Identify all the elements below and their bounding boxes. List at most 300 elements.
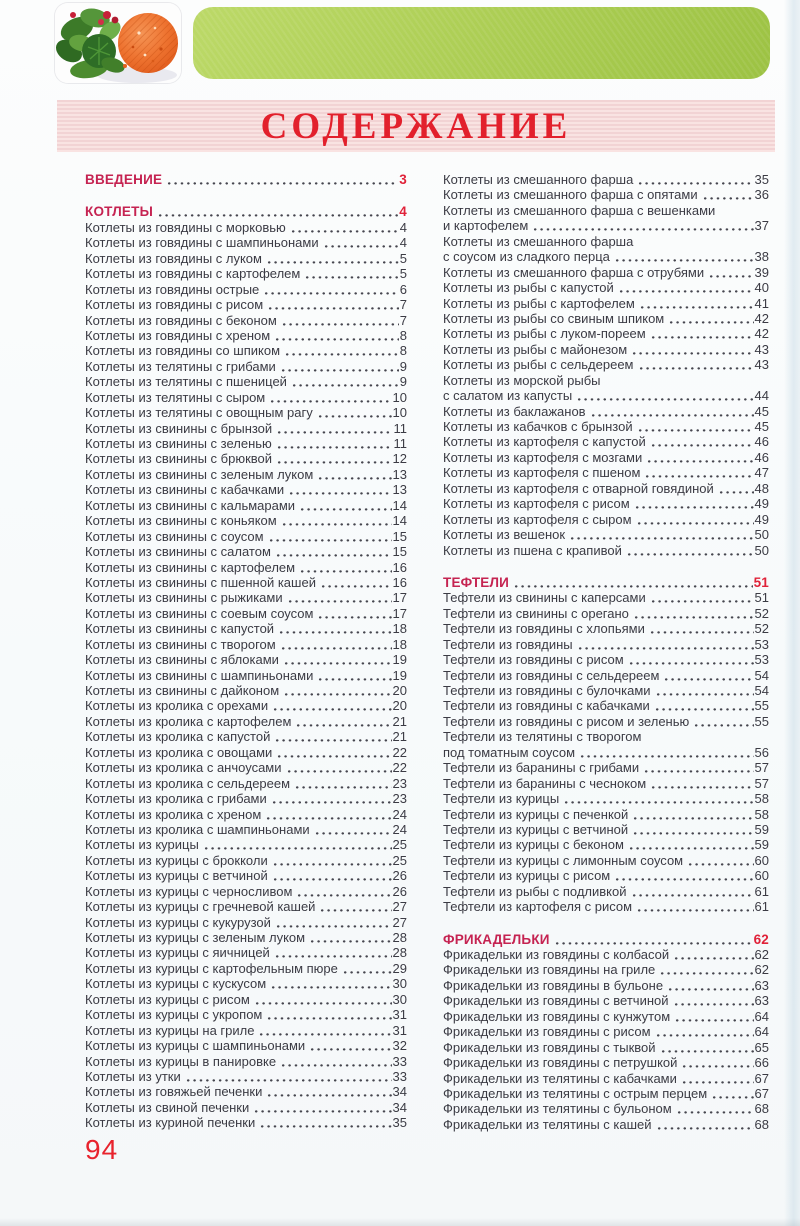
toc-entry — [85, 513, 407, 528]
toc-entry — [85, 405, 407, 420]
toc-entry-label: Фрикадельки из говядины с колбасой — [443, 947, 670, 962]
toc-entry-page: 7 — [399, 297, 407, 313]
toc-entry — [85, 1023, 407, 1038]
dot-leader — [287, 482, 391, 497]
toc-entry — [85, 683, 407, 698]
toc-entry-page: 46 — [754, 434, 769, 450]
toc-entry — [443, 450, 769, 465]
toc-entry — [85, 668, 407, 683]
toc-entry-label: Котлеты из морской рыбы — [443, 372, 601, 388]
dot-leader — [638, 296, 754, 311]
toc-entry — [443, 1101, 769, 1116]
dot-leader — [316, 668, 391, 683]
toc-entry — [85, 498, 407, 513]
toc-entry-page: 10 — [392, 389, 407, 405]
toc-entry-label: Тефтели из говядины — [443, 636, 573, 652]
toc-entry — [85, 282, 407, 297]
toc-entry-page: 62 — [753, 931, 769, 947]
toc-entry-label: Котлеты из говядины с луком — [85, 250, 262, 266]
toc-entry — [85, 374, 407, 389]
toc-entry — [443, 203, 769, 218]
toc-entry-page: 41 — [754, 295, 769, 311]
toc-entry-label: Фрикадельки из говядины в бульоне — [443, 977, 664, 993]
toc-entry-label: Котлеты из свинины с шампиньонами — [85, 667, 314, 683]
toc-entry — [85, 467, 407, 482]
dot-leader — [553, 932, 753, 947]
toc-entry — [85, 837, 407, 852]
toc-entry-label: Котлеты из смешанного фарша — [443, 172, 634, 187]
dot-leader — [275, 421, 392, 436]
toc-entry — [85, 976, 407, 991]
toc-entry-page: 23 — [392, 775, 407, 791]
toc-entry-page: 31 — [392, 1007, 407, 1023]
toc-entry — [85, 297, 407, 312]
dot-leader — [298, 560, 391, 575]
toc-entry — [443, 1071, 769, 1086]
toc-entry-page: 56 — [754, 744, 769, 760]
toc-entry-label: Тефтели из говядины с рисом и зеленью — [443, 713, 690, 729]
toc-entry — [85, 714, 407, 729]
toc-entry — [85, 220, 407, 235]
dot-leader — [632, 606, 754, 621]
toc-entry-page: 37 — [754, 218, 769, 234]
toc-entry-page: 10 — [392, 405, 407, 421]
toc-entry — [85, 1054, 407, 1069]
toc-entry-page: 54 — [754, 683, 769, 698]
toc-entry — [443, 698, 769, 713]
toc-entry-page: 23 — [392, 791, 407, 807]
toc-entry-page: 61 — [754, 899, 769, 915]
toc-entry — [85, 884, 407, 899]
toc-entry — [85, 313, 407, 328]
toc-entry-label: Котлеты из картофеля с мозгами — [443, 449, 643, 465]
toc-entry-page: 44 — [754, 388, 769, 404]
toc-entry — [85, 266, 407, 281]
toc-entry-label: Котлеты из рыбы с сельдереем — [443, 357, 634, 373]
dot-leader — [286, 590, 392, 605]
toc-entry — [443, 853, 769, 868]
toc-entry-page: 35 — [392, 1115, 407, 1131]
toc-entry — [443, 234, 769, 249]
toc-entry-label: Тефтели из картофеля с рисом — [443, 899, 633, 915]
toc-entry-page: 28 — [392, 945, 407, 961]
toc-entry-page: 34 — [392, 1084, 407, 1100]
toc-entry — [85, 1038, 407, 1053]
dot-leader — [271, 853, 392, 868]
dot-leader — [701, 187, 754, 202]
dot-leader — [637, 357, 754, 372]
toc-entry-label: Тефтели из курицы с рисом — [443, 868, 611, 884]
dot-leader — [252, 1100, 391, 1115]
toc-entry — [85, 868, 407, 883]
toc-entry — [443, 1024, 769, 1039]
dot-leader — [268, 390, 391, 405]
scan-edge-bottom — [0, 1218, 800, 1226]
toc-entry-page: 26 — [392, 883, 407, 899]
toc-entry-page: 68 — [754, 1116, 769, 1132]
toc-entry-label: Фрикадельки из говядины с петрушкой — [443, 1055, 678, 1071]
toc-entry — [443, 807, 769, 822]
toc-entry — [443, 280, 769, 295]
toc-entry-page: 58 — [754, 806, 769, 822]
toc-entry-label: Котлеты из курицы — [85, 837, 199, 853]
toc-entry-page: 58 — [754, 791, 769, 807]
toc-entry-page: 11 — [393, 420, 407, 436]
toc-entry — [85, 359, 407, 374]
toc-entry-label: Тефтели из говядины с сельдереем — [443, 667, 660, 683]
toc-entry-page: 60 — [754, 868, 769, 884]
toc-entry-page: 31 — [392, 1022, 407, 1038]
toc-entry — [443, 512, 769, 527]
toc-entry-page: 27 — [392, 914, 407, 930]
toc-entry-label: Котлеты из курицы в панировке — [85, 1053, 277, 1069]
dot-leader — [649, 590, 754, 605]
toc-entry-label: Котлеты из свинины с рыжиками — [85, 590, 283, 606]
toc-entry-page: 66 — [754, 1055, 769, 1071]
toc-entry-label: Котлеты из кролика с анчоусами — [85, 760, 282, 776]
toc-entry — [443, 172, 769, 187]
toc-entry-label: Котлеты из кролика с хреном — [85, 806, 262, 822]
toc-entry-label: Котлеты из говядины с шампиньонами — [85, 235, 319, 251]
toc-entry-label: Котлеты из кролика с овощами — [85, 744, 273, 760]
toc-entry — [85, 1084, 407, 1099]
toc-entry-page: 12 — [392, 451, 407, 467]
toc-entry — [443, 668, 769, 683]
dot-leader — [633, 496, 754, 511]
dot-leader — [686, 853, 753, 868]
dot-leader — [667, 311, 753, 326]
dot-leader — [156, 204, 398, 219]
dot-leader — [648, 621, 754, 636]
toc-entry — [443, 265, 769, 280]
dot-leader — [289, 220, 399, 235]
toc-entry-page: 5 — [399, 266, 407, 282]
toc-entry — [443, 606, 769, 621]
toc-entry-page: 20 — [392, 683, 407, 698]
toc-entry-label: Котлеты из свинины с кальмарами — [85, 497, 296, 513]
dot-leader — [308, 1038, 391, 1053]
toc-entry-label: Тефтели из баранины с чесноком — [443, 775, 647, 791]
dot-leader — [265, 251, 399, 266]
toc-entry — [443, 868, 769, 883]
toc-entry-label: Тефтели из говядины с булочками — [443, 683, 651, 698]
dot-leader — [655, 1117, 754, 1132]
toc-entry-page: 6 — [399, 281, 407, 297]
toc-entry-label: Котлеты из кролика с капустой — [85, 729, 271, 745]
toc-entry — [443, 745, 769, 760]
toc-entry-label: Котлеты из курицы с гречневой кашей — [85, 899, 316, 915]
toc-entry-label: с салатом из капусты — [443, 388, 573, 404]
toc-entry-page: 9 — [399, 358, 407, 374]
toc-entry-page: 19 — [392, 652, 407, 668]
toc-entry-page: 21 — [392, 713, 407, 729]
dot-leader — [627, 652, 754, 667]
toc-entry — [85, 343, 407, 358]
toc-entry-page: 24 — [392, 821, 407, 837]
toc-entry — [443, 342, 769, 357]
toc-entry-page: 64 — [754, 1008, 769, 1024]
dot-leader — [271, 868, 392, 883]
toc-entry — [85, 560, 407, 575]
dot-leader — [202, 837, 392, 852]
dot-leader — [279, 637, 392, 652]
toc-entry-label: Котлеты из картофеля с рисом — [443, 496, 630, 512]
toc-entry-page: 15 — [392, 544, 407, 560]
dot-leader — [319, 575, 392, 590]
toc-entry-label: Котлеты из смешанного фарша с опятами — [443, 187, 698, 203]
toc-entry-label: Котлеты из свинины с коньяком — [85, 513, 277, 529]
toc-entry-page: 17 — [392, 590, 407, 606]
dot-leader — [589, 404, 754, 419]
toc-entry-label: Тефтели из телятины с творогом — [443, 729, 642, 745]
toc-entry-label: Котлеты из курицы с ветчиной — [85, 868, 268, 884]
toc-entry — [85, 807, 407, 822]
dot-leader — [562, 791, 753, 806]
toc-entry-page: 34 — [392, 1099, 407, 1115]
dot-leader — [654, 1024, 754, 1039]
dot-leader — [295, 884, 391, 899]
toc-entry-label: Котлеты из курицы с кускусом — [85, 976, 267, 992]
toc-entry — [85, 621, 407, 636]
toc-entry — [443, 1055, 769, 1070]
toc-entry — [443, 296, 769, 311]
toc-entry — [443, 434, 769, 449]
dot-leader — [658, 962, 753, 977]
dot-leader — [645, 450, 753, 465]
toc-entry-label: Фрикадельки из телятины с бульоном — [443, 1101, 672, 1117]
dot-leader — [649, 776, 753, 791]
toc-entry-page: 40 — [754, 280, 769, 296]
toc-entry — [443, 388, 769, 403]
toc-entry-page: 14 — [392, 513, 407, 529]
toc-column-left — [85, 172, 407, 1131]
dot-leader — [275, 745, 391, 760]
dot-leader — [313, 822, 392, 837]
toc-entry-label: Котлеты из кролика с грибами — [85, 791, 267, 807]
toc-entry-page: 67 — [754, 1070, 769, 1086]
toc-entry-label: и картофелем — [443, 218, 529, 234]
toc-entry-page: 22 — [392, 744, 407, 760]
toc-entry — [85, 451, 407, 466]
toc-section-header — [443, 932, 769, 947]
toc-entry-label: Фрикадельки из телятины с кабачками — [443, 1070, 677, 1086]
dot-leader — [653, 698, 754, 713]
toc-entry-page: 17 — [392, 605, 407, 621]
scan-edge-right — [784, 0, 800, 1226]
dot-leader — [672, 947, 753, 962]
toc-entry-label: Котлеты из кабачков с брынзой — [443, 419, 633, 434]
toc-entry — [85, 328, 407, 343]
toc-entry-page: 42 — [754, 326, 769, 342]
toc-entry — [443, 822, 769, 837]
dot-leader — [672, 993, 754, 1008]
toc-entry-label: Тефтели из баранины с грибами — [443, 760, 640, 776]
toc-entry — [85, 482, 407, 497]
dot-leader — [662, 668, 753, 683]
toc-entry-label: Фрикадельки из говядины на гриле — [443, 962, 656, 978]
toc-entry-label: Котлеты из картофеля с пшеном — [443, 465, 641, 481]
dot-leader — [322, 235, 399, 250]
toc-entry-page: 61 — [754, 883, 769, 899]
toc-entry — [443, 652, 769, 667]
toc-entry-page: 32 — [392, 1038, 407, 1054]
dot-leader — [258, 1115, 391, 1130]
toc-entry-page: 3 — [399, 172, 407, 187]
toc-entry-page: 63 — [754, 993, 769, 1009]
toc-entry-label: Тефтели из курицы с ветчиной — [443, 821, 629, 837]
toc-entry-label: Котлеты из свинины с капустой — [85, 621, 275, 637]
toc-entry-label: Котлеты из телятины с сыром — [85, 389, 266, 405]
toc-entry-page: 4 — [399, 219, 407, 235]
food-photo — [55, 3, 181, 83]
toc-entry-label: Фрикадельки из говядины с кунжутом — [443, 1008, 671, 1024]
toc-entry-page: 36 — [754, 187, 769, 203]
dot-leader — [636, 419, 754, 434]
toc-entry — [443, 1009, 769, 1024]
toc-entry-page: 27 — [392, 899, 407, 915]
toc-entry — [443, 962, 769, 977]
toc-entry-label: Тефтели из говядины с рисом — [443, 652, 624, 668]
toc-entry — [443, 837, 769, 852]
toc-entry-page: 45 — [754, 419, 769, 434]
toc-entry-page: 46 — [754, 449, 769, 465]
toc-entry — [443, 311, 769, 326]
toc-entry — [443, 404, 769, 419]
toc-entry — [85, 421, 407, 436]
toc-entry-label: с соусом из сладкого перца — [443, 249, 610, 265]
toc-entry-label: Котлеты из свинины с соусом — [85, 528, 264, 544]
toc-entry — [443, 978, 769, 993]
dot-leader — [165, 172, 398, 187]
dot-leader — [630, 884, 754, 899]
toc-entry-page: 49 — [754, 511, 769, 527]
toc-entry-label: Котлеты из свинины с соевым соусом — [85, 605, 314, 621]
toc-entry — [85, 590, 407, 605]
dot-leader — [316, 405, 392, 420]
toc-entry — [443, 1117, 769, 1132]
toc-entry — [443, 776, 769, 791]
toc-entry — [443, 1040, 769, 1055]
toc-entry-label: Котлеты из говядины с картофелем — [85, 266, 301, 282]
toc-entry-label: Котлеты из курицы с картофельным пюре — [85, 960, 338, 976]
toc-entry-page: 42 — [754, 310, 769, 326]
dot-leader — [568, 527, 753, 542]
toc-entry — [85, 1007, 407, 1022]
dot-leader — [273, 945, 392, 960]
toc-entry — [85, 1100, 407, 1115]
toc-entry — [85, 899, 407, 914]
toc-entry — [443, 1086, 769, 1101]
toc-entry-label: Котлеты из утки — [85, 1068, 181, 1084]
toc-entry — [443, 373, 769, 388]
toc-entry-label: Тефтели из курицы с лимонным соусом — [443, 852, 684, 868]
toc-entry-label: Тефтели из курицы — [443, 791, 560, 807]
toc-section-header — [443, 575, 769, 590]
toc-entry-page: 54 — [754, 667, 769, 683]
toc-entry-label: Котлеты из вешенок — [443, 527, 566, 543]
toc-entry-label: Котлеты из телятины с грибами — [85, 358, 276, 374]
toc-section-header — [85, 172, 407, 187]
toc-entry-page: 45 — [754, 403, 769, 419]
toc-entry-label: Котлеты из свинины с брюквой — [85, 451, 273, 467]
dot-leader — [613, 868, 753, 883]
toc-entry — [443, 543, 769, 558]
dot-leader — [266, 297, 399, 312]
dot-leader — [631, 807, 753, 822]
toc-entry-page: 22 — [392, 760, 407, 776]
toc-entry — [443, 947, 769, 962]
toc-entry-page: 64 — [754, 1024, 769, 1040]
toc-entry — [443, 481, 769, 496]
toc-entry-page: 4 — [399, 235, 407, 251]
toc-entry — [443, 249, 769, 264]
dot-leader — [680, 1055, 753, 1070]
toc-entry — [85, 698, 407, 713]
cutlet-salad-illustration — [55, 3, 181, 83]
toc-entry-page: 35 — [754, 172, 769, 187]
toc-entry-page: 33 — [392, 1068, 407, 1084]
toc-entry — [85, 529, 407, 544]
toc-entry-page: 28 — [392, 930, 407, 945]
toc-entry-page: 29 — [392, 960, 407, 976]
toc-entry-page: 25 — [392, 837, 407, 853]
toc-entry-page: 26 — [392, 868, 407, 884]
toc-entry-label: Котлеты из рыбы с майонезом — [443, 341, 628, 357]
toc-entry-page: 30 — [392, 976, 407, 992]
toc-entry-page: 48 — [754, 480, 769, 496]
toc-entry — [443, 791, 769, 806]
toc-entry — [443, 527, 769, 542]
toc-entry-page: 8 — [399, 343, 407, 359]
toc-entry-label: Котлеты из рыбы с луком-пореем — [443, 326, 646, 342]
toc-entry-label: Тефтели из курицы с печенкой — [443, 806, 629, 822]
toc-entry-page: 62 — [754, 962, 769, 978]
toc-entry-label: Котлеты из курицы на гриле — [85, 1022, 255, 1038]
dot-leader — [265, 1084, 391, 1099]
toc-entry-label: Фрикадельки из говядины с тыквой — [443, 1039, 656, 1055]
toc-entry — [85, 652, 407, 667]
toc-entry — [85, 544, 407, 559]
toc-entry-label: Котлеты из кролика с сельдереем — [85, 775, 291, 791]
dot-leader — [275, 451, 391, 466]
dot-leader — [280, 313, 399, 328]
dot-leader — [341, 961, 392, 976]
dot-leader — [673, 1009, 753, 1024]
toc-entry-label: Тефтели из свинины с каперсами — [443, 590, 646, 606]
toc-entry-label: Котлеты из свинины с зеленым луком — [85, 466, 314, 482]
toc-entry-label: Котлеты из картофеля с капустой — [443, 434, 646, 450]
toc-entry — [85, 961, 407, 976]
toc-entry — [85, 915, 407, 930]
dot-leader — [308, 930, 391, 945]
green-banner — [193, 7, 770, 79]
dot-leader — [642, 760, 753, 775]
toc-entry-label: Котлеты из картофеля с сыром — [443, 511, 632, 527]
toc-entry-label: Тефтели из говядины с кабачками — [443, 698, 650, 714]
toc-entry-label: Котлеты из рыбы с капустой — [443, 280, 614, 296]
toc-entry-label: Фрикадельки из говядины с ветчиной — [443, 993, 669, 1009]
dot-leader — [303, 266, 398, 281]
page-number: 94 — [85, 1134, 119, 1165]
toc-entry — [85, 930, 407, 945]
dot-leader — [627, 837, 754, 852]
toc-entry — [85, 745, 407, 760]
toc-entry — [443, 621, 769, 636]
toc-entry-label: Котлеты из смешанного фарша с отрубями — [443, 264, 705, 280]
toc-entry-label: Котлеты из кролика с шампиньонами — [85, 821, 310, 837]
toc-entry-page: 15 — [392, 528, 407, 544]
toc-entry-label: Тефтели из говядины с хлопьями — [443, 621, 645, 637]
